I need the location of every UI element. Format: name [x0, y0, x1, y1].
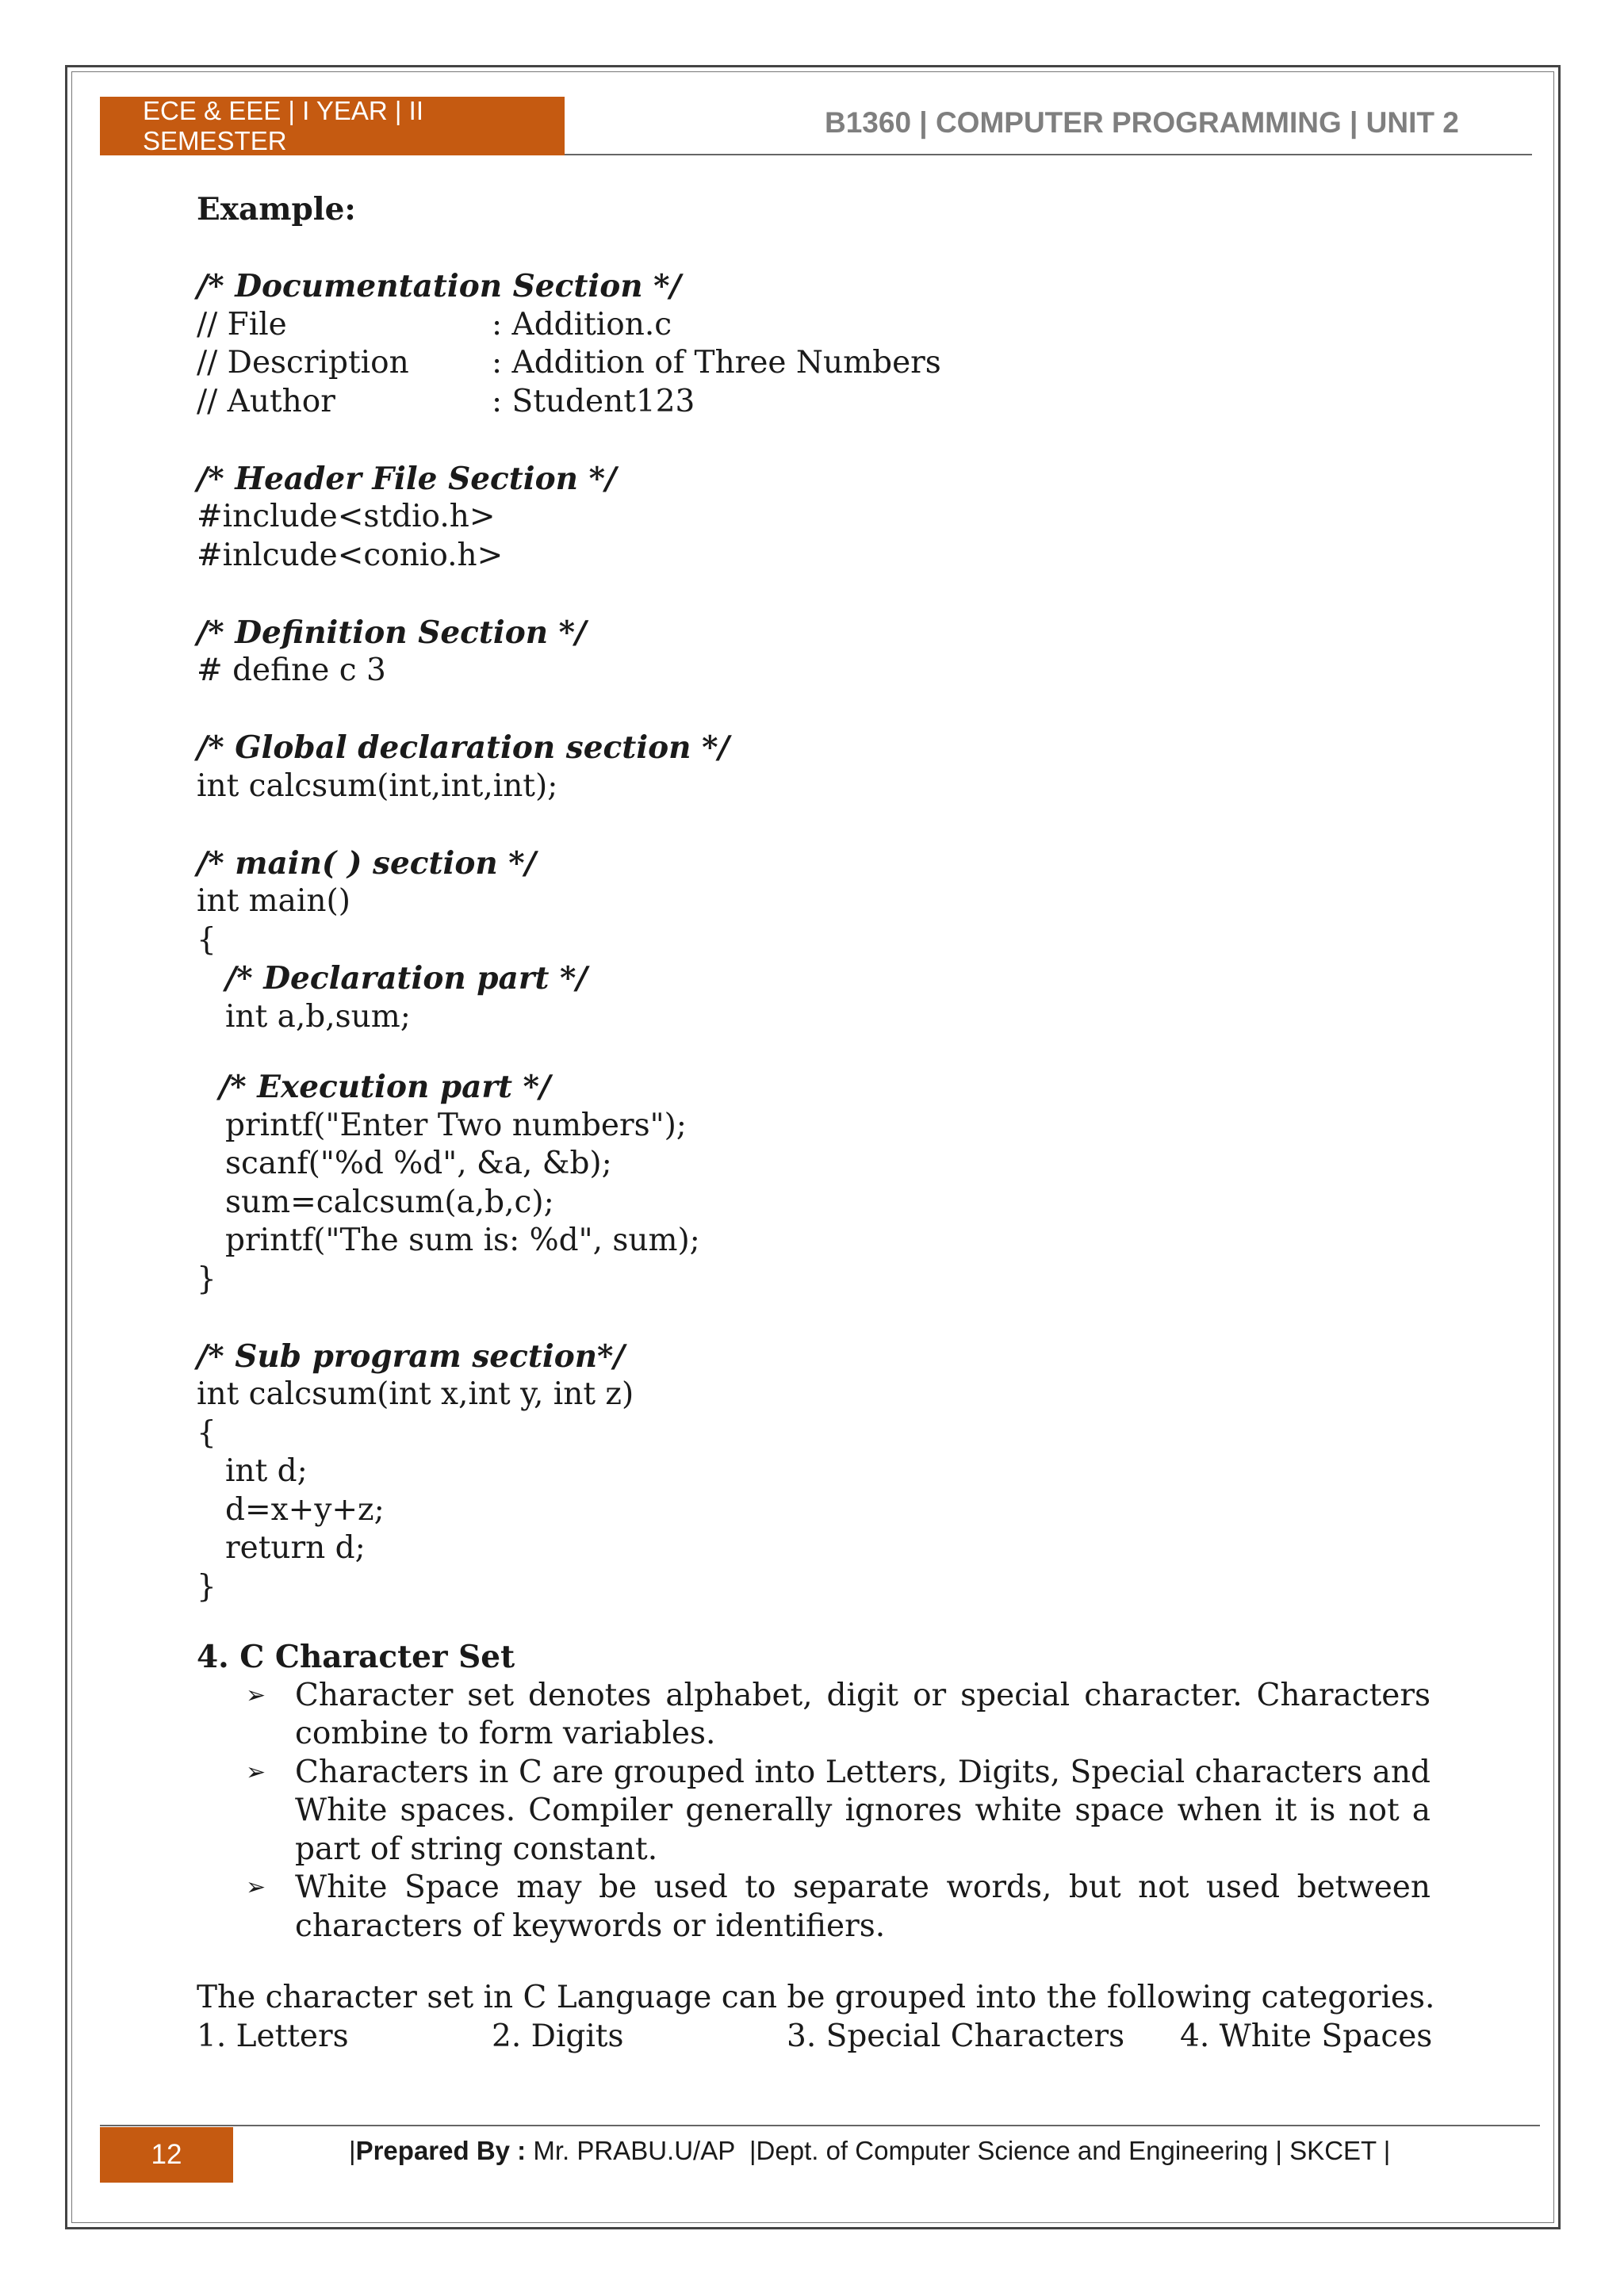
doc-row [197, 306, 1434, 345]
code-line: int calcsum(int,int,int); [197, 767, 558, 804]
code-line: } [197, 1568, 216, 1605]
code-line: # define c 3 [197, 652, 386, 688]
bullet-text: Character set denotes alphabet, digit or special character. Characters combine to form variables. [295, 1677, 1431, 1751]
code-line: int d; [225, 1453, 308, 1489]
section-heading: 4. C Character Set [197, 1639, 515, 1675]
code-line: } [197, 1261, 216, 1297]
footer-prefix: | [349, 2136, 356, 2165]
declaration-part-comment: /* Declaration part */ [225, 960, 588, 997]
code-line: { [197, 1414, 216, 1451]
global-section-comment: /* Global declaration section */ [197, 729, 730, 766]
doc-row-key: // Author [197, 383, 335, 419]
arrow-bullet-icon: ➢ [246, 1758, 266, 1786]
footer-details: Mr. PRABU.U/AP |Dept. of Computer Science and Engineering | SKCET | [526, 2136, 1391, 2165]
category-item: 2. Digits [492, 2018, 624, 2054]
header-subject-title: B1360 | COMPUTER PROGRAMMING | UNIT 2 [825, 106, 1459, 139]
doc-row-key: // File [197, 306, 287, 342]
doc-row-value: : Student123 [492, 383, 695, 419]
page-number: 12 [100, 2127, 233, 2183]
code-line: int main() [197, 883, 350, 919]
code-line: #inlcude<conio.h> [197, 537, 504, 573]
doc-row-key: // Description [197, 345, 409, 381]
doc-row-value: : Addition.c [492, 306, 672, 342]
bullet-text: Characters in C are grouped into Letters, Digits, Special characters and White spaces. Compiler generally ignores white space when it is not a part of string constant. [295, 1754, 1431, 1867]
arrow-bullet-icon: ➢ [246, 1681, 266, 1709]
definition-section-comment: /* Definition Section */ [197, 614, 587, 651]
header-course-badge: ECE & EEE | I YEAR | II SEMESTER [100, 97, 565, 155]
code-line: #include<stdio.h> [197, 499, 496, 534]
code-line: d=x+y+z; [225, 1491, 385, 1528]
doc-row-value: : Addition of Three Numbers [492, 345, 941, 381]
category-item: 1. Letters [197, 2018, 349, 2054]
category-row [197, 2018, 1434, 2057]
code-line: scanf("%d %d", &a, &b); [225, 1146, 612, 1181]
bullet-text: White Space may be used to separate words, but not used between characters of keywords or identifiers. [295, 1869, 1431, 1944]
doc-section-comment: /* Documentation Section */ [197, 268, 681, 304]
list-item [197, 1754, 1431, 1869]
main-section-comment: /* main( ) section */ [197, 844, 536, 882]
code-line: return d; [225, 1530, 366, 1566]
arrow-bullet-icon: ➢ [246, 1873, 266, 1901]
sub-program-section-comment: /* Sub program section*/ [197, 1337, 625, 1375]
code-line: { [197, 921, 216, 958]
list-item [197, 1869, 1431, 1946]
code-line: printf("The sum is: %d", sum); [225, 1223, 700, 1258]
footer-rule [100, 2125, 1540, 2126]
footer-credits [349, 2136, 1390, 2166]
list-item [197, 1677, 1431, 1754]
code-line: int calcsum(int x,int y, int z) [197, 1376, 634, 1412]
code-line: printf("Enter Two numbers"); [225, 1107, 687, 1143]
code-line: int a,b,sum; [225, 998, 411, 1035]
code-line: sum=calcsum(a,b,c); [225, 1184, 554, 1220]
page-content [197, 190, 1434, 2056]
doc-row [197, 344, 1434, 383]
example-label: Example: [197, 191, 356, 228]
execution-part-comment: /* Execution part */ [219, 1069, 551, 1105]
charset-bullet-list [197, 1677, 1434, 1946]
charset-intro: The character set in C Language can be grouped into the following categories. [197, 1980, 1435, 2015]
header-section-comment: /* Header File Section */ [197, 460, 617, 497]
doc-row [197, 383, 1434, 422]
prepared-by-label: Prepared By : [355, 2136, 527, 2165]
category-item: 4. White Spaces [1180, 2018, 1433, 2054]
category-item: 3. Special Characters [787, 2018, 1125, 2054]
header-rule [565, 154, 1532, 155]
